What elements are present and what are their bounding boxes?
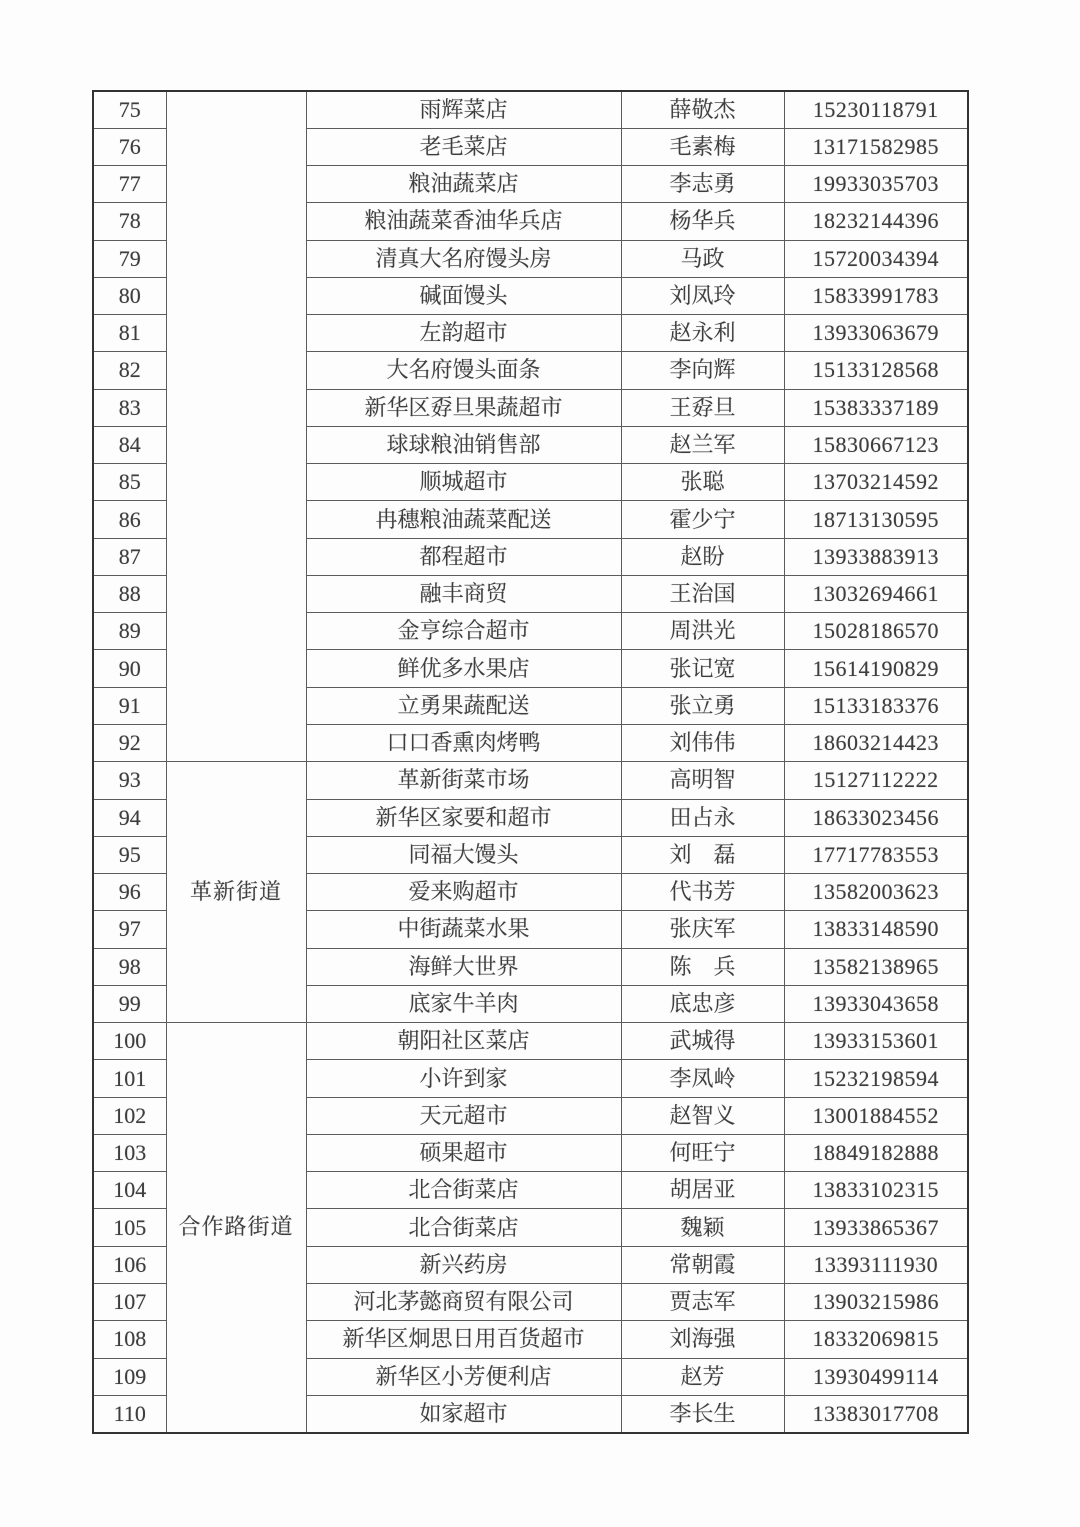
phone-number-cell: 13001884552 <box>784 1097 968 1134</box>
row-number-cell: 81 <box>93 315 166 352</box>
row-number-cell: 79 <box>93 240 166 277</box>
shop-name-cell: 中街蔬菜水果 <box>306 911 621 948</box>
phone-number-cell: 13930499114 <box>784 1358 968 1395</box>
shop-name-cell: 左韵超市 <box>306 315 621 352</box>
phone-number-cell: 13582003623 <box>784 874 968 911</box>
row-number-cell: 80 <box>93 277 166 314</box>
row-number-cell: 91 <box>93 687 166 724</box>
shop-name-cell: 小许到家 <box>306 1060 621 1097</box>
phone-number-cell: 18332069815 <box>784 1321 968 1358</box>
shop-name-cell: 硕果超市 <box>306 1134 621 1171</box>
shop-name-cell: 鲜优多水果店 <box>306 650 621 687</box>
row-number-cell: 77 <box>93 166 166 203</box>
phone-number-cell: 13393111930 <box>784 1246 968 1283</box>
row-number-cell: 76 <box>93 128 166 165</box>
shop-name-cell: 如家超市 <box>306 1395 621 1432</box>
shop-name-cell: 北合街菜店 <box>306 1172 621 1209</box>
contact-person-cell: 张庆军 <box>621 911 784 948</box>
phone-number-cell: 13903215986 <box>784 1284 968 1321</box>
shop-name-cell: 天元超市 <box>306 1097 621 1134</box>
contact-person-cell: 薛敬杰 <box>621 91 784 128</box>
shop-name-cell: 新华区孬旦果蔬超市 <box>306 389 621 426</box>
contact-person-cell: 李凤岭 <box>621 1060 784 1097</box>
row-number-cell: 97 <box>93 911 166 948</box>
shop-name-cell: 粮油蔬菜店 <box>306 166 621 203</box>
shop-name-cell: 新华区小芳便利店 <box>306 1358 621 1395</box>
contact-person-cell: 田占永 <box>621 799 784 836</box>
shop-name-cell: 顺城超市 <box>306 464 621 501</box>
row-number-cell: 90 <box>93 650 166 687</box>
shop-name-cell: 北合街菜店 <box>306 1209 621 1246</box>
phone-number-cell: 18713130595 <box>784 501 968 538</box>
contact-person-cell: 常朝霞 <box>621 1246 784 1283</box>
contact-person-cell: 刘海强 <box>621 1321 784 1358</box>
contact-person-cell: 何旺宁 <box>621 1134 784 1171</box>
phone-number-cell: 15133183376 <box>784 687 968 724</box>
contact-person-cell: 王孬旦 <box>621 389 784 426</box>
row-number-cell: 88 <box>93 575 166 612</box>
row-number-cell: 92 <box>93 725 166 762</box>
contact-person-cell: 李向辉 <box>621 352 784 389</box>
phone-number-cell: 18849182888 <box>784 1134 968 1171</box>
shop-name-cell: 冉穗粮油蔬菜配送 <box>306 501 621 538</box>
shop-name-cell: 海鲜大世界 <box>306 948 621 985</box>
row-number-cell: 85 <box>93 464 166 501</box>
contact-person-cell: 张聪 <box>621 464 784 501</box>
street-cell: 革新街道 <box>166 762 306 1023</box>
row-number-cell: 104 <box>93 1172 166 1209</box>
phone-number-cell: 15133128568 <box>784 352 968 389</box>
row-number-cell: 107 <box>93 1284 166 1321</box>
shop-name-cell: 新华区炯思日用百货超市 <box>306 1321 621 1358</box>
row-number-cell: 86 <box>93 501 166 538</box>
row-number-cell: 96 <box>93 874 166 911</box>
shop-name-cell: 同福大馒头 <box>306 836 621 873</box>
row-number-cell: 94 <box>93 799 166 836</box>
contact-person-cell: 底忠彦 <box>621 985 784 1022</box>
phone-number-cell: 15833991783 <box>784 277 968 314</box>
table-row <box>93 91 968 128</box>
row-number-cell: 98 <box>93 948 166 985</box>
phone-number-cell: 15232198594 <box>784 1060 968 1097</box>
shop-name-cell: 粮油蔬菜香油华兵店 <box>306 203 621 240</box>
shop-name-cell: 新华区家要和超市 <box>306 799 621 836</box>
contact-person-cell: 胡居亚 <box>621 1172 784 1209</box>
row-number-cell: 75 <box>93 91 166 128</box>
phone-number-cell: 18633023456 <box>784 799 968 836</box>
shop-name-cell: 清真大名府馒头房 <box>306 240 621 277</box>
row-number-cell: 101 <box>93 1060 166 1097</box>
street-cell: 合作路街道 <box>166 1023 306 1433</box>
row-number-cell: 108 <box>93 1321 166 1358</box>
row-number-cell: 78 <box>93 203 166 240</box>
phone-number-cell: 13933883913 <box>784 538 968 575</box>
phone-number-cell: 15127112222 <box>784 762 968 799</box>
phone-number-cell: 19933035703 <box>784 166 968 203</box>
shop-name-cell: 碱面馒头 <box>306 277 621 314</box>
row-number-cell: 82 <box>93 352 166 389</box>
row-number-cell: 99 <box>93 985 166 1022</box>
row-number-cell: 100 <box>93 1023 166 1060</box>
contact-person-cell: 高明智 <box>621 762 784 799</box>
contact-person-cell: 李志勇 <box>621 166 784 203</box>
phone-number-cell: 18232144396 <box>784 203 968 240</box>
phone-number-cell: 15028186570 <box>784 613 968 650</box>
shop-name-cell: 都程超市 <box>306 538 621 575</box>
shop-name-cell: 河北茅懿商贸有限公司 <box>306 1284 621 1321</box>
contact-person-cell: 刘 磊 <box>621 836 784 873</box>
phone-number-cell: 13171582985 <box>784 128 968 165</box>
shop-name-cell: 球球粮油销售部 <box>306 426 621 463</box>
phone-number-cell: 13582138965 <box>784 948 968 985</box>
row-number-cell: 89 <box>93 613 166 650</box>
shop-name-cell: 底家牛羊肉 <box>306 985 621 1022</box>
contact-person-cell: 赵芳 <box>621 1358 784 1395</box>
contact-person-cell: 赵兰军 <box>621 426 784 463</box>
phone-number-cell: 15230118791 <box>784 91 968 128</box>
contact-person-cell: 陈 兵 <box>621 948 784 985</box>
row-number-cell: 84 <box>93 426 166 463</box>
phone-number-cell: 13703214592 <box>784 464 968 501</box>
shop-name-cell: 立勇果蔬配送 <box>306 687 621 724</box>
row-number-cell: 87 <box>93 538 166 575</box>
shops-table <box>92 90 969 1434</box>
shop-name-cell: 大名府馒头面条 <box>306 352 621 389</box>
row-number-cell: 93 <box>93 762 166 799</box>
phone-number-cell: 18603214423 <box>784 725 968 762</box>
table-row <box>93 1023 968 1060</box>
contact-person-cell: 魏颖 <box>621 1209 784 1246</box>
contact-person-cell: 毛素梅 <box>621 128 784 165</box>
contact-person-cell: 霍少宁 <box>621 501 784 538</box>
phone-number-cell: 13933063679 <box>784 315 968 352</box>
contact-person-cell: 王治国 <box>621 575 784 612</box>
contact-person-cell: 赵永利 <box>621 315 784 352</box>
shop-name-cell: 金亨综合超市 <box>306 613 621 650</box>
shop-name-cell: 雨辉菜店 <box>306 91 621 128</box>
row-number-cell: 102 <box>93 1097 166 1134</box>
phone-number-cell: 13383017708 <box>784 1395 968 1432</box>
phone-number-cell: 15830667123 <box>784 426 968 463</box>
contact-person-cell: 张记宽 <box>621 650 784 687</box>
phone-number-cell: 15383337189 <box>784 389 968 426</box>
contact-person-cell: 武城得 <box>621 1023 784 1060</box>
row-number-cell: 110 <box>93 1395 166 1432</box>
shop-name-cell: 爱来购超市 <box>306 874 621 911</box>
shop-name-cell: 融丰商贸 <box>306 575 621 612</box>
phone-number-cell: 13032694661 <box>784 575 968 612</box>
shop-name-cell: 革新街菜市场 <box>306 762 621 799</box>
shop-name-cell: 新兴药房 <box>306 1246 621 1283</box>
shop-name-cell: 老毛菜店 <box>306 128 621 165</box>
shop-name-cell: 朝阳社区菜店 <box>306 1023 621 1060</box>
contact-person-cell: 杨华兵 <box>621 203 784 240</box>
row-number-cell: 106 <box>93 1246 166 1283</box>
row-number-cell: 95 <box>93 836 166 873</box>
phone-number-cell: 17717783553 <box>784 836 968 873</box>
shop-name-cell: 口口香熏肉烤鸭 <box>306 725 621 762</box>
contact-person-cell: 马政 <box>621 240 784 277</box>
phone-number-cell: 13833148590 <box>784 911 968 948</box>
contact-person-cell: 刘伟伟 <box>621 725 784 762</box>
contact-person-cell: 代书芳 <box>621 874 784 911</box>
phone-number-cell: 13933153601 <box>784 1023 968 1060</box>
contact-person-cell: 贾志军 <box>621 1284 784 1321</box>
row-number-cell: 103 <box>93 1134 166 1171</box>
table-row <box>93 762 968 799</box>
row-number-cell: 109 <box>93 1358 166 1395</box>
contact-person-cell: 李长生 <box>621 1395 784 1432</box>
row-number-cell: 105 <box>93 1209 166 1246</box>
phone-number-cell: 13833102315 <box>784 1172 968 1209</box>
contact-person-cell: 张立勇 <box>621 687 784 724</box>
phone-number-cell: 15614190829 <box>784 650 968 687</box>
phone-number-cell: 15720034394 <box>784 240 968 277</box>
contact-person-cell: 赵盼 <box>621 538 784 575</box>
row-number-cell: 83 <box>93 389 166 426</box>
contact-person-cell: 周洪光 <box>621 613 784 650</box>
phone-number-cell: 13933865367 <box>784 1209 968 1246</box>
contact-person-cell: 刘凤玲 <box>621 277 784 314</box>
shops-table-body <box>93 91 968 1433</box>
contact-person-cell: 赵智义 <box>621 1097 784 1134</box>
phone-number-cell: 13933043658 <box>784 985 968 1022</box>
street-cell <box>166 91 306 762</box>
